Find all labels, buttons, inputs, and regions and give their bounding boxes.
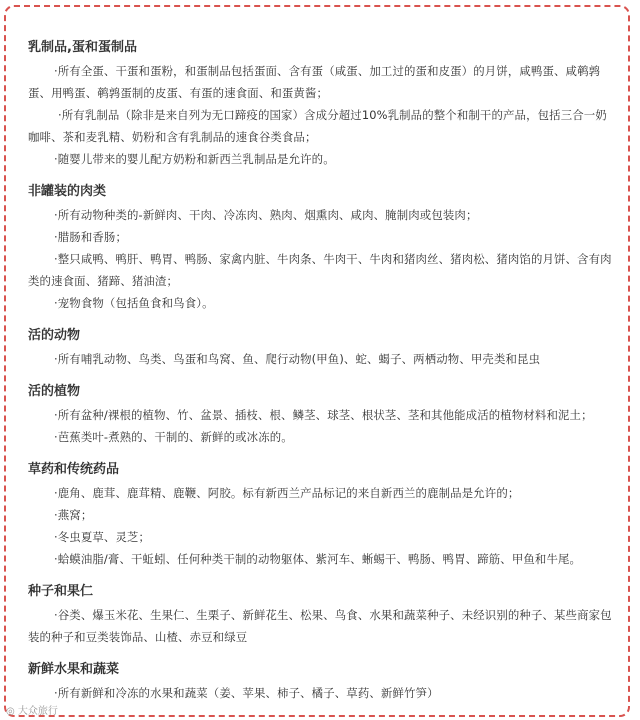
section-title: 乳制品,蛋和蛋制品 (28, 40, 137, 55)
watermark: ◎ 大众旅行 (6, 706, 58, 717)
list-item: ·蛤蟆油脂/膏、干蚯蚓、任何种类干制的动物躯体、紫河车、蜥蜴干、鸭肠、鸭胃、蹄筋、甲鱼和牛尾。 (54, 552, 582, 566)
list-item: ·所有动物种类的-新鲜肉、干肉、冷冻肉、熟肉、烟熏肉、咸肉、腌制肉或包装肉； (54, 208, 478, 222)
list-item: ·随婴儿带来的婴儿配方奶粉和新西兰乳制品是允许的。 (54, 152, 335, 166)
list-item: ·腊肠和香肠； (54, 230, 128, 244)
list-item: ·所有全蛋、干蛋和蛋粉，和蛋制品包括蛋面、含有蛋（咸蛋、加工过的蛋和皮蛋）的月饼，咸鸭蛋、咸鹌鹑蛋、用鸭蛋、鹌鹑蛋制的皮蛋、有蛋的速食面、和蛋黄酱； (28, 64, 601, 100)
list-item: ·所有哺乳动物、鸟类、鸟蛋和鸟窝、鱼、爬行动物(甲鱼)、蛇、蝎子、两栖动物、甲壳类和昆虫 (54, 352, 541, 366)
section-title: 活的动物 (28, 328, 81, 343)
document-content (28, 38, 618, 716)
section-title: 非罐装的肉类 (28, 184, 107, 199)
list-item: ·所有乳制品（除非是来自列为无口蹄疫的国家）含成分超过10%乳制品的整个和制干的产品，包括三合一奶咖啡、茶和麦乳精、奶粉和含有乳制品的速食谷类食品； (28, 108, 607, 144)
list-item: ·燕窝； (54, 508, 93, 522)
section-title: 活的植物 (28, 384, 81, 399)
list-item: ·鹿角、鹿茸、鹿茸精、鹿鞭、阿胶。标有新西兰产品标记的来自新西兰的鹿制品是允许的； (54, 486, 520, 500)
list-item: ·谷类、爆玉米花、生果仁、生栗子、新鲜花生、松果、鸟食、水果和蔬菜种子、未经识别的种子、某些商家包装的种子和豆类装饰品、山楂、赤豆和绿豆 (28, 608, 612, 644)
section-title: 草药和传统药品 (28, 462, 120, 477)
list-item: ·芭蕉类叶-煮熟的、干制的、新鲜的或冰冻的。 (54, 430, 293, 444)
section-fruit-vegetables (28, 660, 618, 704)
list-item: ·宠物食物（包括鱼食和鸟食）。 (54, 296, 214, 310)
section-seeds-nuts (28, 582, 618, 648)
section-dairy-eggs (28, 38, 618, 170)
list-item: ·整只咸鸭、鸭肝、鸭胃、鸭肠、家禽内脏、牛肉条、牛肉干、牛肉和猪肉丝、猪肉松、猪肉馅的月饼、含有肉类的速食面、猪蹄、猪油渣； (28, 252, 612, 288)
list-item: ·所有新鲜和冷冻的水果和蔬菜（姜、苹果、柿子、橘子、草药、新鲜竹笋） (54, 686, 439, 700)
section-title: 新鲜水果和蔬菜 (28, 662, 120, 677)
list-item: ·所有盆种/裸根的植物、竹、盆景、插枝、根、鳞茎、球茎、根状茎、茎和其他能成活的植物材料和泥土； (54, 408, 593, 422)
section-herbal-medicine (28, 460, 618, 570)
section-live-plants (28, 382, 618, 448)
watermark-text: 大众旅行 (17, 706, 58, 717)
section-meat (28, 182, 618, 314)
section-live-animals (28, 326, 618, 370)
section-title: 种子和果仁 (28, 584, 94, 599)
list-item: ·冬虫夏草、灵芝； (54, 530, 151, 544)
